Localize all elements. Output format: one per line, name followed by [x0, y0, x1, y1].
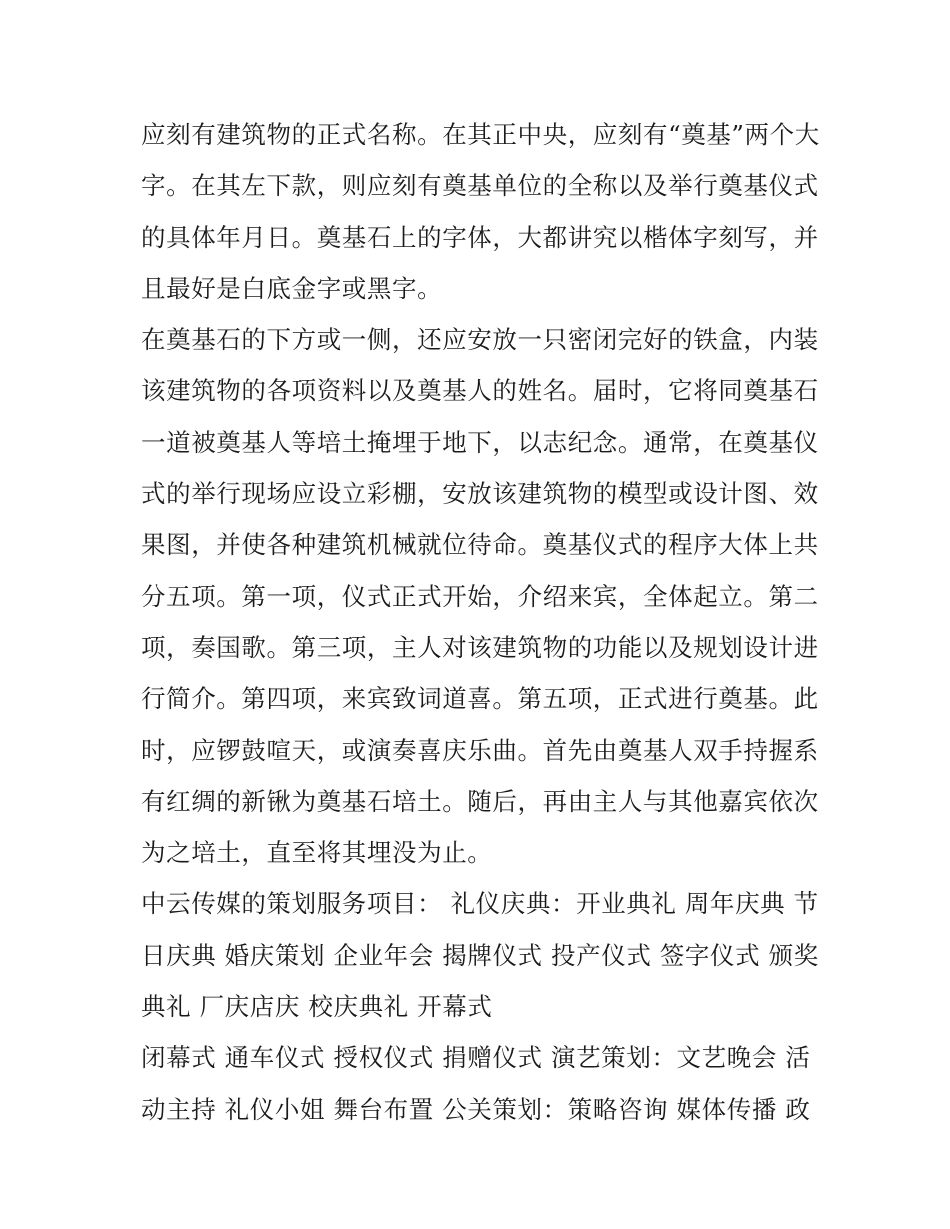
- text-line: 中云传媒的策划服务项目： 礼仪庆典：开业典礼 周年庆典 节: [141, 889, 819, 919]
- body-text: [141, 109, 820, 1135]
- text-line: 且最好是白底金字或黑字。: [141, 273, 443, 303]
- text-line: 在奠基石的下方或一侧，还应安放一只密闭完好的铁盒，内装: [141, 325, 819, 355]
- text-line: 的具体年月日。奠基石上的字体，大都讲究以楷体字刻写，并: [141, 222, 819, 252]
- text-line: 时，应锣鼓喧天，或演奏喜庆乐曲。首先由奠基人双手持握系: [141, 735, 819, 765]
- text-line: 日庆典 婚庆策划 企业年会 揭牌仪式 投产仪式 签字仪式 颁奖: [141, 940, 819, 970]
- text-line: 为之培土，直至将其埋没为止。: [141, 838, 493, 868]
- text-line: 果图，并使各种建筑机械就位待命。奠基仪式的程序大体上共: [141, 530, 819, 560]
- text-line: 一道被奠基人等培土掩埋于地下，以志纪念。通常，在奠基仪: [141, 427, 819, 457]
- text-line: 有红绸的新锹为奠基石培土。随后，再由主人与其他嘉宾依次: [141, 786, 819, 816]
- text-line: 该建筑物的各项资料以及奠基人的姓名。届时，它将同奠基石: [141, 376, 819, 406]
- text-line: 典礼 厂庆店庆 校庆典礼 开幕式: [141, 992, 493, 1022]
- text-line: 字。在其左下款，则应刻有奠基单位的全称以及举行奠基仪式: [141, 171, 819, 201]
- text-line: 项，奏国歌。第三项，主人对该建筑物的功能以及规划设计进: [141, 632, 819, 662]
- text-line: 闭幕式 通车仪式 授权仪式 捐赠仪式 演艺策划：文艺晚会 活: [141, 1043, 811, 1073]
- text-line: 分五项。第一项，仪式正式开始，介绍来宾，全体起立。第二: [141, 581, 819, 611]
- text-line: 动主持 礼仪小姐 舞台布置 公关策划：策略咨询 媒体传播 政: [141, 1094, 811, 1124]
- text-line: 式的举行现场应设立彩棚，安放该建筑物的模型或设计图、效: [141, 479, 819, 509]
- text-line: 应刻有建筑物的正式名称。在其正中央，应刻有“奠基”两个大: [141, 120, 820, 149]
- text-line: 行简介。第四项，来宾致词道喜。第五项，正式进行奠基。此: [141, 684, 819, 714]
